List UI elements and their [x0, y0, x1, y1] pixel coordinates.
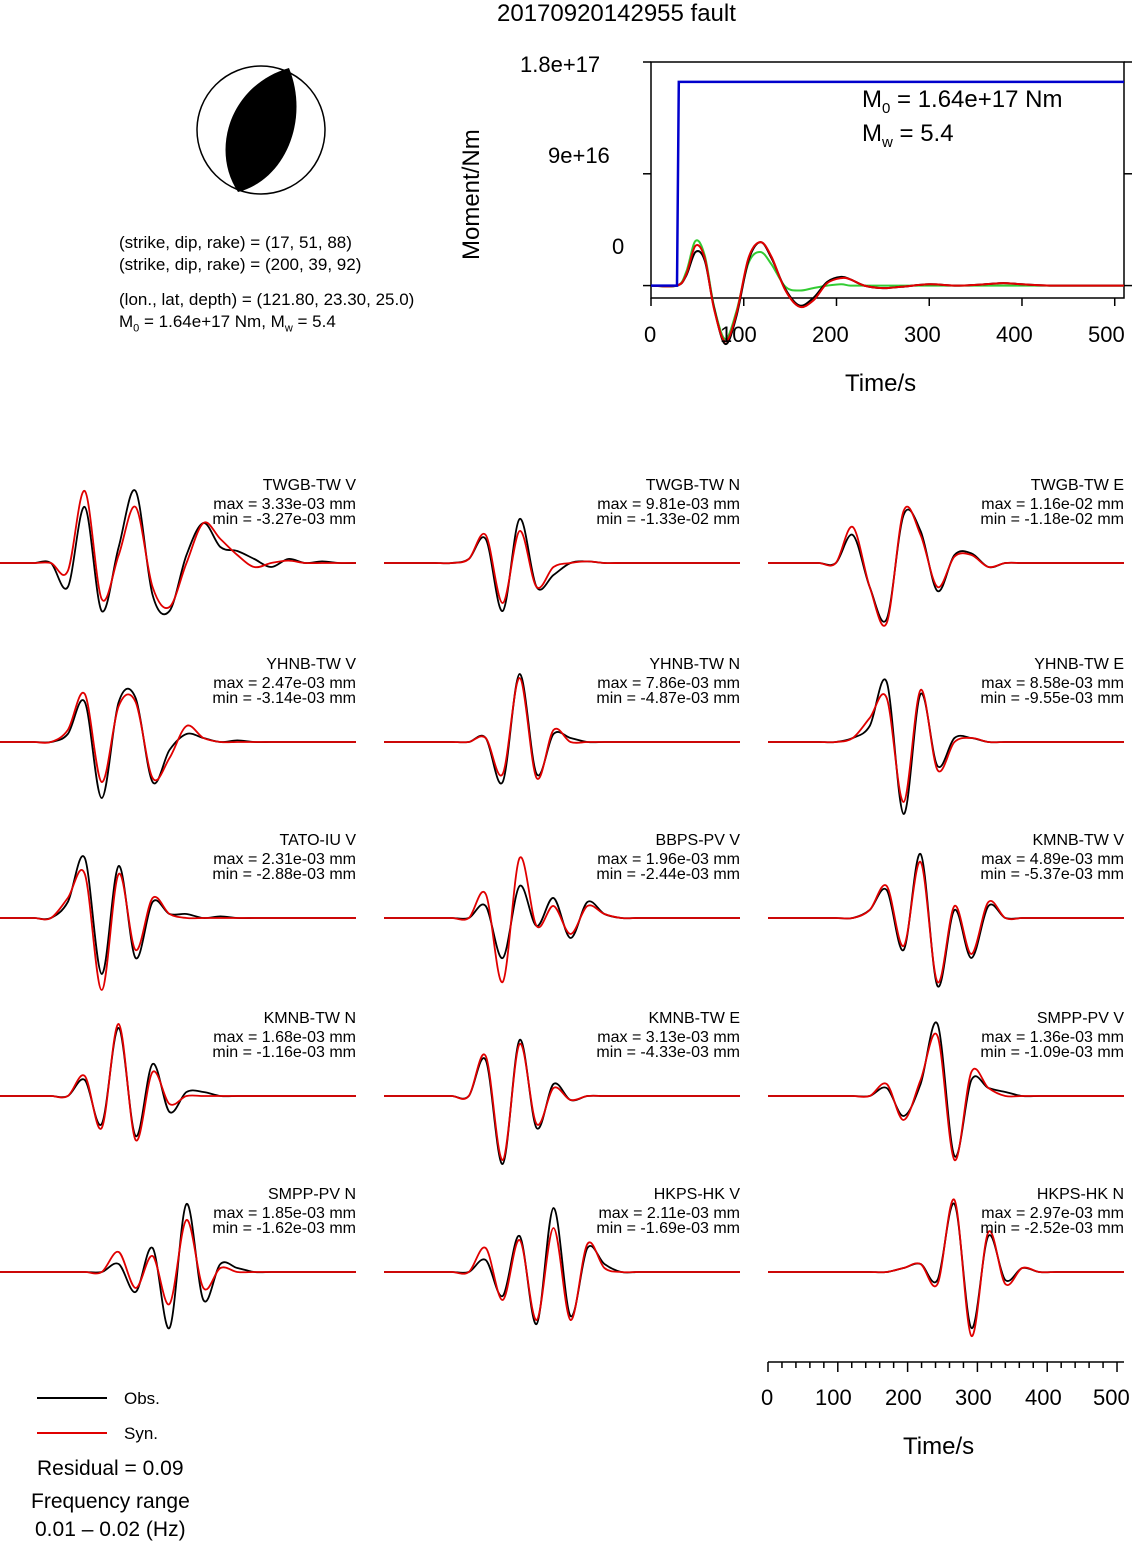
trace-min-label: min = -1.18e-02 mm	[980, 511, 1124, 528]
mechanism-location: (lon., lat, depth) = (121.80, 23.30, 25.0)	[119, 290, 415, 309]
trace-min-label: min = -2.44e-03 mm	[596, 866, 740, 883]
wave-xtick-200: 200	[885, 1385, 922, 1410]
wave-xlabel: Time/s	[903, 1433, 975, 1460]
legend-syn-swatch	[37, 1432, 107, 1434]
moment-xlabel: Time/s	[845, 370, 917, 397]
trace-max-label: max = 2.97e-03 mm	[981, 1205, 1124, 1222]
trace-max-label: max = 1.36e-03 mm	[981, 1029, 1124, 1046]
trace-max-label: max = 1.68e-03 mm	[213, 1029, 356, 1046]
synthetic-trace	[0, 870, 356, 990]
moment-annotation-m0: $M_0 = 1.64e+17$ Nm	[862, 86, 1063, 117]
moment-annotation-mw: $M_w = 5.4$	[862, 120, 954, 151]
moment-ytick-top: 1.8e+17	[520, 52, 601, 77]
trace-station-label: HKPS-HK V	[653, 1186, 740, 1203]
trace-min-label: min = -2.52e-03 mm	[980, 1220, 1124, 1237]
trace-min-label: min = -1.62e-03 mm	[212, 1220, 356, 1237]
moment-xtick-100: 100	[720, 322, 757, 347]
trace-station-label: TWGB-TW V	[262, 477, 356, 494]
trace-station-label: HKPS-HK N	[1036, 1186, 1124, 1203]
trace-min-label: min = -1.69e-03 mm	[596, 1220, 740, 1237]
trace-station-label: SMPP-PV N	[267, 1186, 356, 1203]
beachball-icon	[197, 66, 325, 194]
trace-station-label: KMNB-TW V	[1032, 832, 1124, 849]
moment-ylabel: Moment/Nm	[458, 129, 485, 260]
trace-max-label: max = 2.31e-03 mm	[213, 851, 356, 868]
trace-station-label: KMNB-TW N	[263, 1010, 356, 1027]
synthetic-trace	[384, 1044, 740, 1160]
wave-xtick-0: 0	[761, 1385, 774, 1410]
trace-max-label: max = 1.16e-02 mm	[981, 496, 1124, 513]
trace-station-label: BBPS-PV V	[655, 832, 740, 849]
trace-max-label: max = 7.86e-03 mm	[597, 675, 740, 692]
trace-max-label: max = 1.96e-03 mm	[597, 851, 740, 868]
synthetic-trace	[384, 1228, 740, 1320]
legend-obs-swatch	[37, 1397, 107, 1399]
moment-xtick-400: 400	[996, 322, 1033, 347]
trace-min-label: min = -1.09e-03 mm	[980, 1044, 1124, 1061]
moment-ytick-zero: 0	[612, 234, 625, 259]
trace-max-label: max = 4.89e-03 mm	[981, 851, 1124, 868]
trace-max-label: max = 3.33e-03 mm	[213, 496, 356, 513]
wave-xtick-400: 400	[1025, 1385, 1062, 1410]
observed-trace	[384, 519, 740, 611]
frequency-value: 0.01 – 0.02 (Hz)	[35, 1518, 186, 1541]
trace-min-label: min = -3.27e-03 mm	[212, 511, 356, 528]
trace-station-label: YHNB-TW V	[266, 656, 356, 673]
trace-max-label: max = 2.11e-03 mm	[598, 1205, 740, 1222]
legend-obs-label: Obs.	[124, 1389, 160, 1408]
trace-max-label: max = 9.81e-03 mm	[597, 496, 740, 513]
trace-min-label: min = -1.16e-03 mm	[212, 1044, 356, 1061]
moment-xtick-300: 300	[904, 322, 941, 347]
legend-syn-label: Syn.	[124, 1424, 159, 1443]
wave-xtick-300: 300	[955, 1385, 992, 1410]
trace-station-label: TWGB-TW E	[1030, 477, 1124, 494]
moment-xtick-200: 200	[812, 322, 849, 347]
trace-min-label: min = -3.14e-03 mm	[212, 690, 356, 707]
trace-station-label: SMPP-PV V	[1036, 1010, 1124, 1027]
page-title: 20170920142955 fault	[497, 0, 736, 27]
trace-max-label: max = 1.85e-03 mm	[213, 1205, 356, 1222]
trace-station-label: YHNB-TW E	[1034, 656, 1124, 673]
wave-xtick-500: 500	[1093, 1385, 1130, 1410]
trace-min-label: min = -9.55e-03 mm	[980, 690, 1124, 707]
moment-xtick-0: 0	[644, 322, 657, 347]
frequency-title: Frequency range	[31, 1490, 190, 1513]
trace-max-label: max = 2.47e-03 mm	[213, 675, 356, 692]
trace-station-label: TATO-IU V	[279, 832, 356, 849]
trace-min-label: min = -4.87e-03 mm	[596, 690, 740, 707]
residual-text: Residual = 0.09	[37, 1457, 184, 1480]
mechanism-plane1: (strike, dip, rake) = (17, 51, 88)	[119, 233, 352, 252]
trace-min-label: min = -4.33e-03 mm	[596, 1044, 740, 1061]
trace-min-label: min = -5.37e-03 mm	[980, 866, 1124, 883]
wave-xtick-100: 100	[815, 1385, 852, 1410]
trace-station-label: TWGB-TW N	[645, 477, 740, 494]
trace-min-label: min = -2.88e-03 mm	[212, 866, 356, 883]
trace-station-label: YHNB-TW N	[649, 656, 740, 673]
mechanism-moment: $M_0 = 1.64e+17$ Nm, $M_w = 5.4$	[119, 312, 336, 335]
trace-station-label: KMNB-TW E	[648, 1010, 740, 1027]
synthetic-trace	[384, 531, 740, 603]
moment-ytick-mid: 9e+16	[548, 143, 610, 168]
mechanism-plane2: (strike, dip, rake) = (200, 39, 92)	[119, 255, 362, 274]
moment-xtick-500: 500	[1088, 322, 1125, 347]
trace-max-label: max = 8.58e-03 mm	[981, 675, 1124, 692]
trace-max-label: max = 3.13e-03 mm	[597, 1029, 740, 1046]
trace-min-label: min = -1.33e-02 mm	[596, 511, 740, 528]
